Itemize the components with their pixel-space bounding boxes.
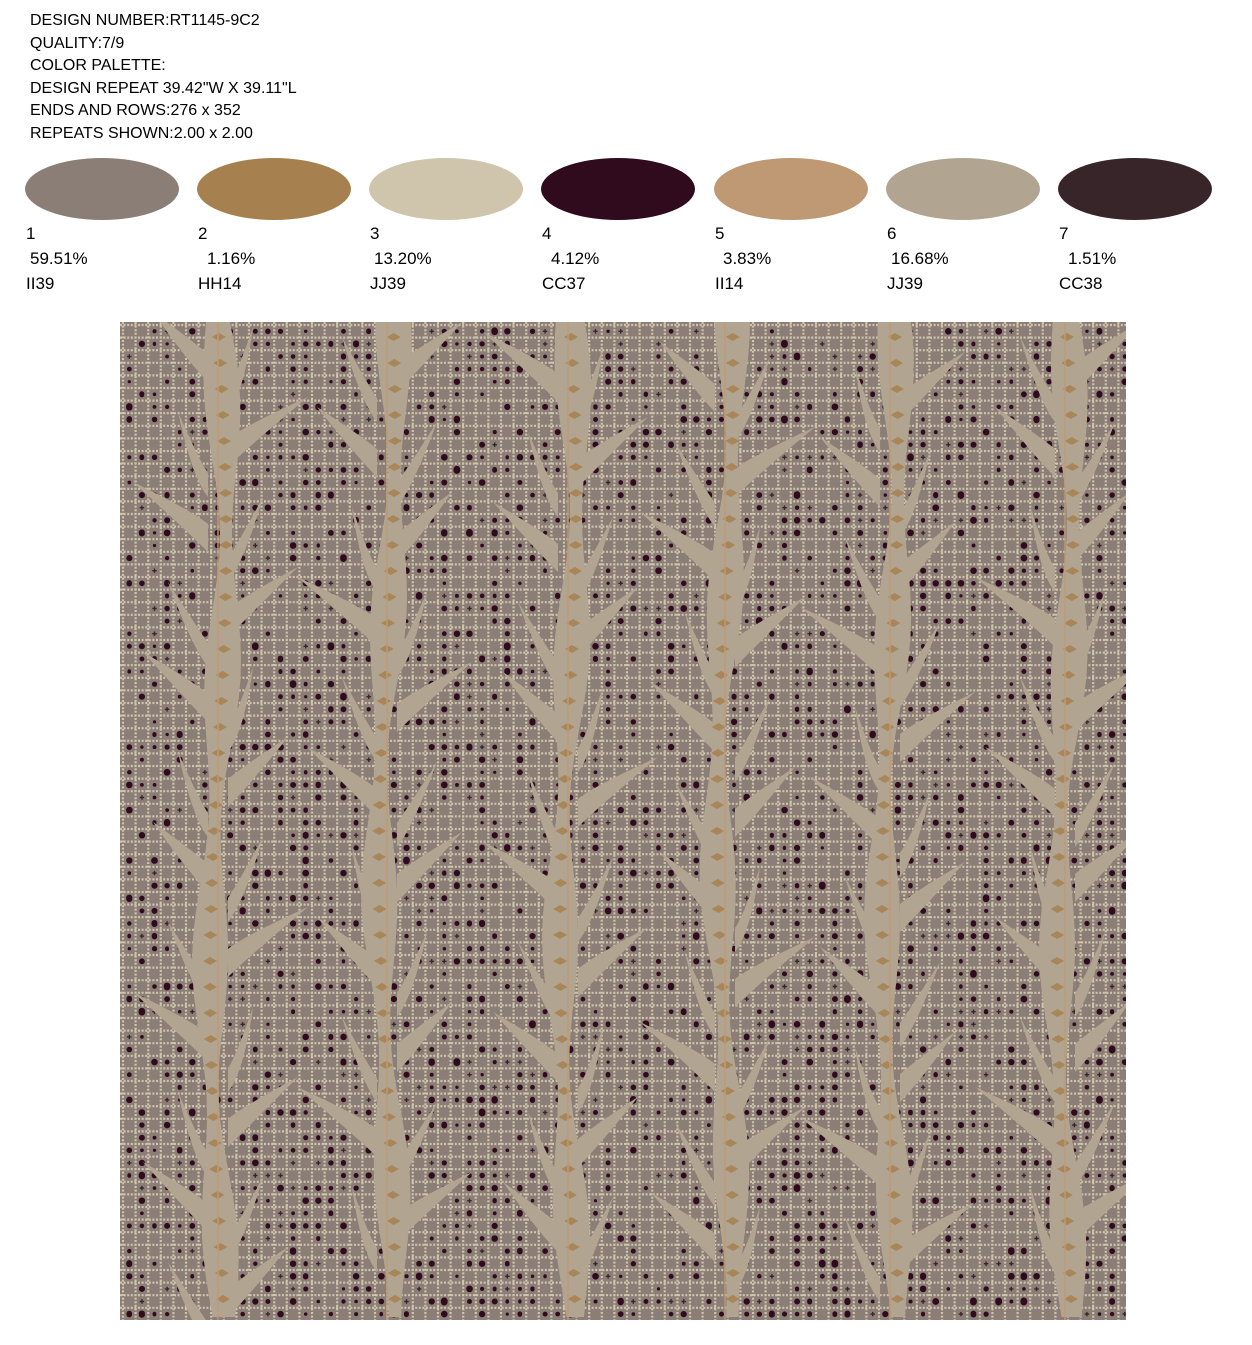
swatch-number: 7 [1059,224,1069,243]
color-palette-label: COLOR PALETTE: [30,57,166,75]
color-swatch-4 [541,158,695,220]
swatch-percent: 1.51% [1068,249,1117,268]
swatch-percent: 1.16% [207,249,256,268]
color-swatch-2 [197,158,351,220]
swatch-number: 2 [198,224,208,243]
swatch-percent: 59.51% [30,249,88,268]
swatch-percent: 3.83% [723,249,772,268]
carpet-pattern [120,322,1126,1320]
design-repeat: DESIGN REPEAT 39.42"W X 39.11"L [30,79,297,97]
swatch-code: JJ39 [887,274,923,293]
color-swatch-5 [714,158,868,220]
color-swatch-3 [369,158,523,220]
swatch-code: CC37 [542,274,586,293]
color-swatch-1 [25,158,179,220]
design-number: DESIGN NUMBER:RT1145-9C2 [30,12,260,29]
swatch-code: II39 [26,274,55,293]
carpet-design-rendering [120,322,1126,1320]
swatch-number: 1 [26,224,36,243]
ends-and-rows: ENDS AND ROWS:276 x 352 [30,102,241,120]
swatch-code: HH14 [198,274,242,293]
swatch-percent: 13.20% [374,249,432,268]
swatch-percent: 4.12% [551,249,600,268]
color-swatch-6 [886,158,1040,220]
color-swatch-7 [1058,158,1212,220]
swatch-number: 5 [715,224,725,243]
swatch-code: JJ39 [370,274,406,293]
swatch-code: CC38 [1059,274,1103,293]
repeats-shown: REPEATS SHOWN:2.00 x 2.00 [30,124,253,142]
swatch-number: 3 [370,224,380,243]
color-palette [0,0,1252,300]
swatch-number: 6 [887,224,897,243]
swatch-number: 4 [542,224,552,243]
swatch-percent: 16.68% [891,249,949,268]
carpet-ground [120,322,1126,1320]
swatch-code: II14 [715,274,744,293]
quality: QUALITY:7/9 [30,34,125,52]
